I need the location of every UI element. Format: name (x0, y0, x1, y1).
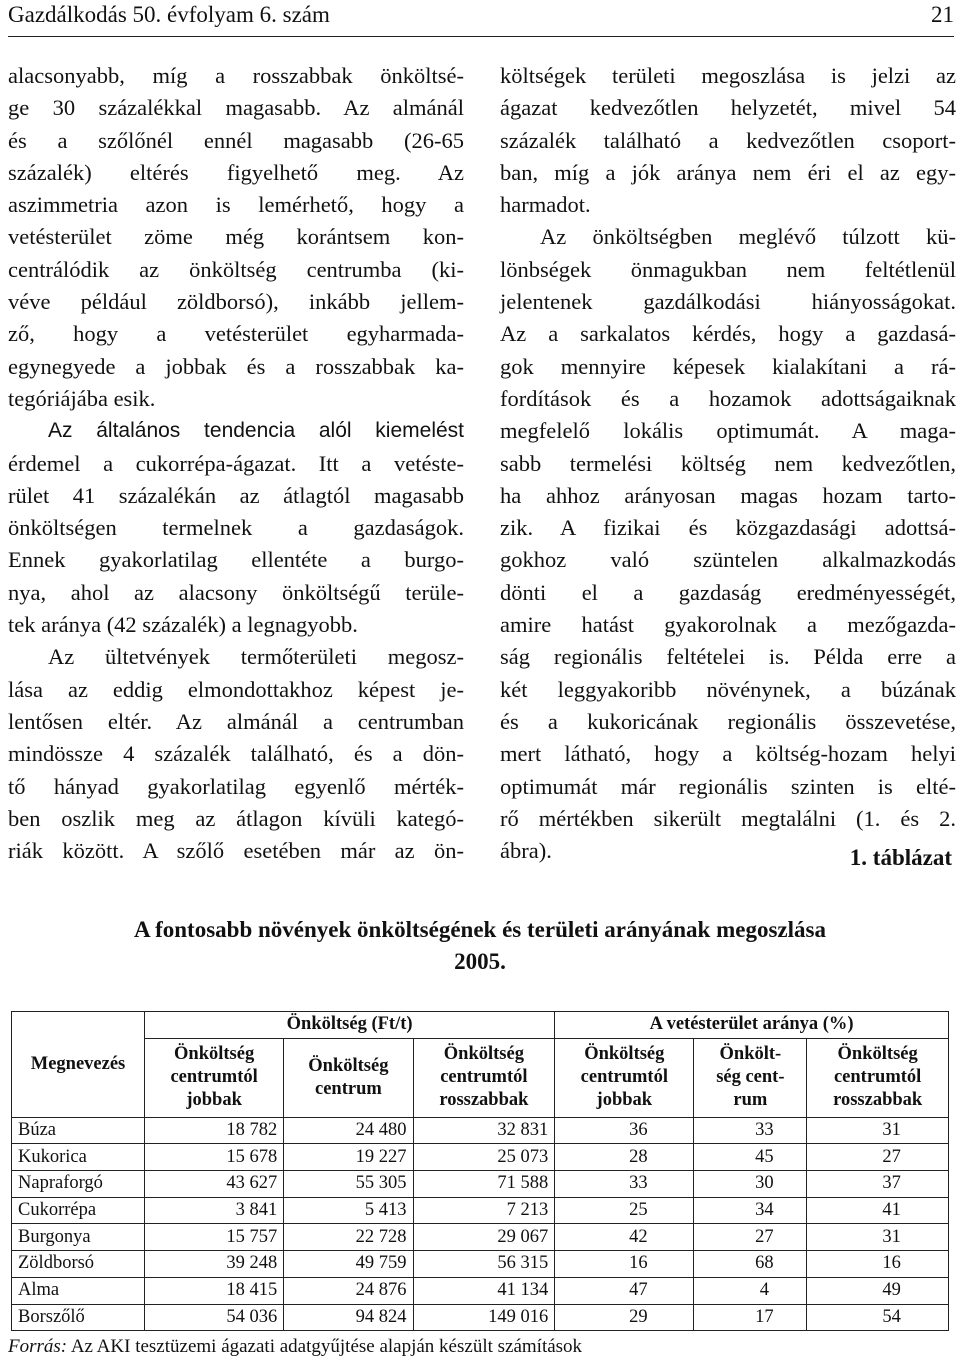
left-column-line: tegóriájába esik. (8, 385, 156, 411)
sub-header-2 (284, 1038, 413, 1117)
source-label: Forrás: (8, 1336, 68, 1357)
left-column-line: nya, ahol az alacsony önköltségű terüle- (8, 579, 464, 605)
value-cell: 30 (694, 1171, 807, 1198)
right-column-line: sabb termelési költség nem kedvezőtlen, (500, 450, 956, 476)
right-column-line: és a kukoricának regionális összevetése, (500, 708, 956, 734)
right-column-line: zik. A fizikai és közgazdasági adottsá- (500, 515, 956, 541)
value-cell: 22 728 (284, 1224, 413, 1251)
name-column-header: Megnevezés (12, 1012, 145, 1118)
sub-header-text: rum (733, 1090, 768, 1111)
value-cell: 45 (694, 1144, 807, 1171)
table-title-line-2: 2005. (454, 949, 506, 974)
right-column-line: optimumát már regionális szinten is elté- (500, 773, 956, 799)
area-share-group-header: A vetésterület aránya (%) (555, 1012, 949, 1039)
right-column-line: dönti el a gazdaság eredményességét, (500, 579, 956, 605)
table-title-line-1: A fontosabb növények önköltségének és területi arányának megoszlása (134, 917, 826, 942)
left-column-line: ző, hogy a vetésterület egyharmada- (8, 321, 464, 347)
table-row (12, 1117, 949, 1144)
left-column-line: mindössze 4 százalék található, és a dön- (8, 741, 464, 767)
table-label: 1. táblázat (849, 845, 952, 870)
sub-header-text: Önköltség (443, 1044, 524, 1065)
value-cell: 41 134 (413, 1277, 555, 1304)
right-column-line: két leggyakoribb növénynek, a búzának (500, 676, 956, 702)
left-column-line: rület 41 százalékán az átlagtól magasabb (8, 482, 464, 508)
value-cell: 24 480 (284, 1117, 413, 1144)
right-column-line: Az önköltségben meglévő túlzott kü- (540, 224, 956, 250)
left-column-line: ge 30 százalékkal magasabb. Az almánál (8, 95, 464, 121)
right-column-line: mert látható, hogy a költség-hozam helyi (500, 741, 956, 767)
value-cell: 25 (555, 1197, 694, 1224)
value-cell: 16 (555, 1251, 694, 1278)
value-cell: 28 (555, 1144, 694, 1171)
value-cell: 55 305 (284, 1171, 413, 1198)
value-cell: 49 759 (284, 1251, 413, 1278)
sub-header-text: centrum (314, 1078, 382, 1099)
sub-header-text: centrumtól (833, 1067, 922, 1088)
left-column-line: alacsonyabb, míg a rosszabbak önköltsé- (8, 63, 464, 88)
sub-header-text: centrumtól (580, 1067, 668, 1088)
value-cell: 24 876 (284, 1277, 413, 1304)
sub-header-text: rosszabbak (439, 1090, 529, 1111)
left-column-line: lentősen eltér. Az almánál a centrumban (8, 708, 464, 734)
right-text-column (500, 60, 956, 867)
value-cell: 36 (555, 1117, 694, 1144)
crop-name-cell: Napraforgó (12, 1171, 145, 1198)
value-cell: 54 036 (145, 1304, 284, 1331)
left-column-line: Az ültetvények termőterületi megosz- (48, 644, 464, 670)
page-number: 21 (931, 2, 954, 27)
value-cell: 39 248 (145, 1251, 284, 1278)
value-cell: 33 (555, 1171, 694, 1198)
value-cell: 3 841 (145, 1197, 284, 1224)
sub-header-text: Önköltség (584, 1044, 665, 1065)
crop-name-cell: Alma (12, 1277, 145, 1304)
value-cell: 31 (807, 1117, 949, 1144)
value-cell: 29 (555, 1304, 694, 1331)
table-group-header-row (12, 1012, 949, 1039)
left-column-line: riák között. A szőlő esetében már az ön- (8, 838, 464, 864)
right-column-line: amire hatást gyakorolnak a mezőgazda- (500, 612, 956, 638)
right-column-line: ság regionális feltételei is. Példa erre a (500, 644, 956, 670)
left-column-line: lása az eddig elmondottakhoz képest je- (8, 676, 464, 702)
sub-header-4 (555, 1038, 694, 1117)
left-column-line: ben oszlik meg az átlagon kívüli kategó- (8, 805, 464, 831)
value-cell: 16 (807, 1251, 949, 1278)
left-text-column (8, 60, 464, 867)
left-column-line: Az általános tendencia alól kiemelést (48, 419, 464, 443)
value-cell: 29 067 (413, 1224, 555, 1251)
journal-title: Gazdálkodás 50. évfolyam 6. szám (8, 2, 330, 27)
left-column-line: érdemel a cukorrépa-ágazat. Itt a vetéste- (8, 450, 464, 476)
value-cell: 5 413 (284, 1197, 413, 1224)
left-column-line: tő hányad gyakorlatilag egyenlő mérték- (8, 773, 464, 799)
right-column-line: lönbségek önmagukban nem feltétlenül (500, 256, 956, 282)
sub-header-3 (413, 1038, 555, 1117)
right-column-line: rő mértékben sikerült megtalálni (1. és 2. (500, 805, 956, 831)
table-row (12, 1197, 949, 1224)
crop-name-cell: Cukorrépa (12, 1197, 145, 1224)
value-cell: 27 (694, 1224, 807, 1251)
table-sub-header-row (12, 1038, 949, 1117)
table-row (12, 1277, 949, 1304)
value-cell: 18 782 (145, 1117, 284, 1144)
sub-header-5 (694, 1038, 807, 1117)
table-row (12, 1224, 949, 1251)
table-row (12, 1251, 949, 1278)
sub-header-text: rosszabbak (833, 1090, 923, 1111)
sub-header-text: jobbak (596, 1090, 653, 1111)
right-column-line: megfelelő lokális optimumát. A maga- (500, 418, 956, 444)
value-cell: 15 678 (145, 1144, 284, 1171)
value-cell: 33 (694, 1117, 807, 1144)
sub-header-text: Önkölt- (719, 1044, 782, 1065)
value-cell: 31 (807, 1224, 949, 1251)
sub-header-text: jobbak (186, 1090, 242, 1111)
left-column-line: centrálódik az önköltség centrumba (ki- (8, 256, 464, 282)
right-column-line: ban, míg a jók aránya nem éri el az egy- (500, 159, 956, 185)
left-column-line: önköltségen termelnek a gazdaságok. (8, 515, 464, 541)
value-cell: 49 (807, 1277, 949, 1304)
value-cell: 56 315 (413, 1251, 555, 1278)
value-cell: 19 227 (284, 1144, 413, 1171)
value-cell: 4 (694, 1277, 807, 1304)
sub-header-text: Önköltség (837, 1044, 918, 1065)
left-column-line: vetésterület zöme még korántsem kon- (8, 224, 464, 250)
left-column-line: százalék) eltérés figyelhető meg. Az (8, 159, 464, 185)
value-cell: 15 757 (145, 1224, 284, 1251)
right-column-line: fordítások és a hozamok adottságaiknak (500, 385, 956, 411)
value-cell: 34 (694, 1197, 807, 1224)
left-column-line: egynegyede a jobbak és a rosszabbak ka- (8, 353, 464, 379)
running-header (8, 0, 954, 37)
source-note (8, 1336, 582, 1358)
left-column-line: aszimmetria azon is lemérhető, hogy a (8, 192, 464, 218)
right-column-line: jelentenek gazdálkodási hiányosságokat. (500, 289, 956, 315)
crop-name-cell: Burgonya (12, 1224, 145, 1251)
value-cell: 94 824 (284, 1304, 413, 1331)
right-column-line: ágazat kedvezőtlen helyzetét, mivel 54 (500, 95, 956, 121)
cost-distribution-table (11, 1011, 949, 1331)
value-cell: 54 (807, 1304, 949, 1331)
cost-group-header: Önköltség (Ft/t) (145, 1012, 555, 1039)
sub-header-text: ség cent- (716, 1067, 785, 1088)
sub-header-1 (145, 1038, 284, 1117)
value-cell: 43 627 (145, 1171, 284, 1198)
crop-name-cell: Búza (12, 1117, 145, 1144)
left-column-line: Ennek gyakorlatilag ellentéte a burgo- (8, 547, 464, 573)
value-cell: 27 (807, 1144, 949, 1171)
right-column-line: ha ahhoz arányosan magas hozam tarto- (500, 482, 956, 508)
right-column-line: gokhoz való szüntelen alkalmazkodás (500, 547, 956, 573)
table-body (12, 1117, 949, 1331)
value-cell: 17 (694, 1304, 807, 1331)
sub-header-text: Önköltség (174, 1044, 255, 1065)
sub-header-text: centrumtól (170, 1067, 258, 1088)
source-text: Az AKI tesztüzemi ágazati adatgyűjtése alapján készült számítások (70, 1336, 583, 1357)
table-title (0, 914, 960, 978)
right-column-line: gok mennyire képesek kialakítani a rá- (500, 353, 956, 379)
crop-name-cell: Kukorica (12, 1144, 145, 1171)
table-row (12, 1171, 949, 1198)
value-cell: 68 (694, 1251, 807, 1278)
value-cell: 25 073 (413, 1144, 555, 1171)
value-cell: 7 213 (413, 1197, 555, 1224)
sub-header-text: centrumtól (440, 1067, 528, 1088)
value-cell: 41 (807, 1197, 949, 1224)
right-column-line: százalék található a kedvezőtlen csoport- (500, 127, 956, 153)
value-cell: 149 016 (413, 1304, 555, 1331)
left-column-line: tek aránya (42 százalék) a legnagyobb. (8, 612, 358, 638)
value-cell: 47 (555, 1277, 694, 1304)
right-column-line: ábra). (500, 838, 552, 864)
value-cell: 32 831 (413, 1117, 555, 1144)
right-column-line: költségek területi megoszlása is jelzi az (500, 63, 956, 88)
value-cell: 71 588 (413, 1171, 555, 1198)
crop-name-cell: Borszőlő (12, 1304, 145, 1331)
table-row (12, 1144, 949, 1171)
left-column-line: és a szőlőnél ennél magasabb (26-65 (8, 127, 464, 153)
sub-header-text: Önköltség (308, 1055, 389, 1076)
table-row (12, 1304, 949, 1331)
left-column-line: véve például zöldborsó), inkább jellem- (8, 289, 464, 315)
right-column-line: Az a sarkalatos kérdés, hogy a gazdasá- (500, 321, 956, 347)
value-cell: 42 (555, 1224, 694, 1251)
crop-name-cell: Zöldborsó (12, 1251, 145, 1278)
sub-header-6 (807, 1038, 949, 1117)
value-cell: 37 (807, 1171, 949, 1198)
value-cell: 18 415 (145, 1277, 284, 1304)
right-column-line: harmadot. (500, 192, 591, 218)
